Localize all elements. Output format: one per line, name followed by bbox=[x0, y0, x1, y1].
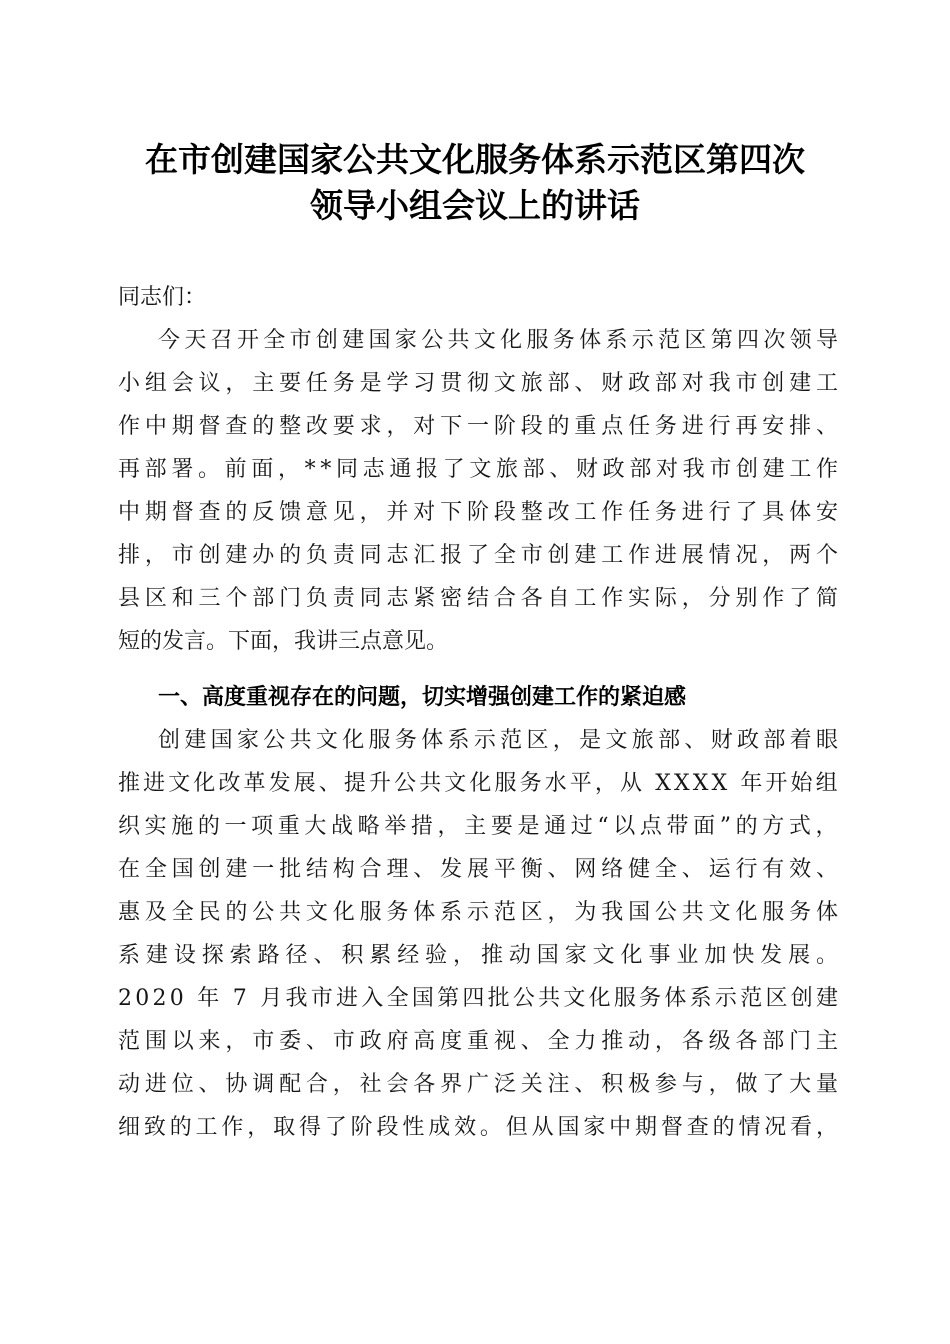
paragraph-2-line: 创建国家公共文化服务体系示范区，是文旅部、财政部着眼 bbox=[158, 728, 843, 753]
document-title-line-1: 在市创建国家公共文化服务体系示范区第四次 bbox=[145, 140, 805, 179]
paragraph-2-line: 织实施的一项重大战略举措，主要是通过“以点带面”的方式， bbox=[118, 814, 843, 839]
paragraph-1-line: 小组会议，主要任务是学习贯彻文旅部、财政部对我市创建工 bbox=[118, 371, 843, 396]
paragraph-1-line: 中期督查的反馈意见，并对下阶段整改工作任务进行了具体安 bbox=[118, 500, 843, 525]
paragraph-1-line: 再部署。前面，**同志通报了文旅部、财政部对我市创建工作 bbox=[118, 457, 843, 482]
document-title-line-2: 领导小组会议上的讲话 bbox=[310, 186, 640, 225]
section-1-heading: 一、高度重视存在的问题，切实增强创建工作的紧迫感 bbox=[158, 685, 687, 710]
paragraph-1-line: 短的发言。下面，我讲三点意见。 bbox=[118, 629, 449, 654]
paragraph-2-line: 2020 年 7 月我市进入全国第四批公共文化服务体系示范区创建 bbox=[118, 986, 842, 1011]
paragraph-2-line: 系建设探索路径、积累经验，推动国家文化事业加快发展。 bbox=[118, 943, 844, 968]
paragraph-2-line: 动进位、协调配合，社会各界广泛关注、积极参与，做了大量 bbox=[118, 1072, 843, 1097]
paragraph-2-line: 在全国创建一批结构合理、发展平衡、网络健全、运行有效、 bbox=[118, 857, 843, 882]
paragraph-1-line: 作中期督查的整改要求，对下一阶段的重点任务进行再安排、 bbox=[118, 414, 843, 439]
salutation: 同志们： bbox=[118, 285, 207, 310]
paragraph-2-line: 推进文化改革发展、提升公共文化服务水平，从 XXXX 年开始组 bbox=[118, 771, 841, 796]
paragraph-1-line: 今天召开全市创建国家公共文化服务体系示范区第四次领导 bbox=[158, 328, 843, 353]
paragraph-1-line: 县区和三个部门负责同志紧密结合各自工作实际，分别作了简 bbox=[118, 586, 843, 611]
paragraph-2-line: 惠及全民的公共文化服务体系示范区，为我国公共文化服务体 bbox=[118, 900, 843, 925]
paragraph-2-line: 范围以来，市委、市政府高度重视、全力推动，各级各部门主 bbox=[118, 1029, 843, 1054]
paragraph-1-line: 排，市创建办的负责同志汇报了全市创建工作进展情况，两个 bbox=[118, 543, 843, 568]
paragraph-2-line: 细致的工作，取得了阶段性成效。但从国家中期督查的情况看， bbox=[118, 1115, 842, 1140]
